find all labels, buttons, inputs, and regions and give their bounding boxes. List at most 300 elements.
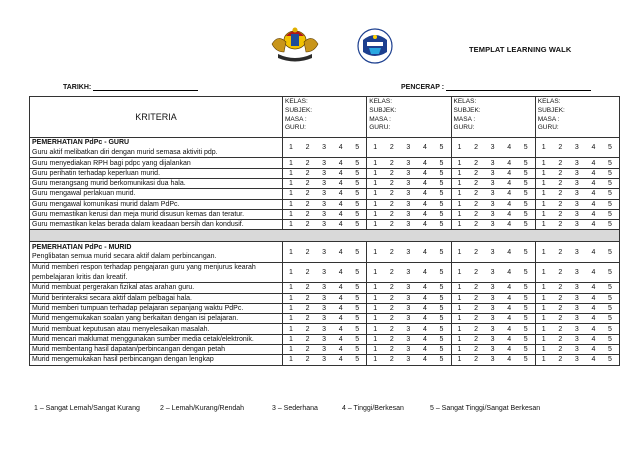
score-option[interactable]: 2	[558, 284, 563, 292]
score-cell[interactable]	[451, 189, 535, 199]
score-option[interactable]: 1	[289, 325, 293, 333]
score-cell[interactable]	[451, 345, 535, 355]
score-cell[interactable]	[535, 345, 619, 355]
score-option[interactable]: 1	[373, 211, 378, 219]
score-option[interactable]: 3	[490, 211, 495, 219]
score-option[interactable]: 1	[289, 221, 293, 229]
score-option[interactable]: 1	[457, 284, 462, 292]
score-option[interactable]: 1	[289, 294, 293, 302]
score-option[interactable]: 4	[507, 335, 512, 343]
score-cell[interactable]	[283, 345, 367, 355]
score-option[interactable]: 5	[608, 304, 612, 312]
score-option[interactable]: 1	[457, 346, 462, 354]
score-option[interactable]: 4	[422, 221, 427, 229]
score-option[interactable]: 3	[322, 200, 327, 208]
score-option[interactable]: 3	[406, 159, 411, 167]
score-option[interactable]: 5	[439, 325, 444, 333]
score-option[interactable]: 2	[558, 190, 563, 198]
score-option[interactable]: 5	[439, 346, 444, 354]
score-option[interactable]: 3	[322, 335, 327, 343]
score-option[interactable]: 1	[541, 159, 546, 167]
score-option[interactable]: 1	[457, 169, 462, 177]
score-option[interactable]: 1	[373, 269, 378, 277]
score-option[interactable]: 5	[439, 190, 444, 198]
score-option[interactable]: 1	[541, 346, 546, 354]
score-option[interactable]: 5	[439, 356, 444, 364]
score-option[interactable]: 2	[305, 269, 310, 277]
score-option[interactable]: 1	[541, 294, 546, 302]
score-option[interactable]: 3	[574, 315, 579, 323]
score-cell[interactable]	[367, 262, 451, 282]
score-option[interactable]: 4	[507, 180, 512, 188]
score-option[interactable]: 5	[523, 180, 528, 188]
score-option[interactable]: 1	[541, 221, 546, 229]
score-option[interactable]: 5	[355, 346, 360, 354]
score-cell[interactable]	[367, 314, 451, 324]
score-cell[interactable]	[283, 220, 367, 230]
score-cell[interactable]	[283, 209, 367, 219]
score-option[interactable]: 1	[289, 304, 293, 312]
score-option[interactable]: 4	[422, 294, 427, 302]
score-option[interactable]: 3	[406, 144, 411, 152]
score-option[interactable]: 5	[439, 180, 444, 188]
score-option[interactable]: 3	[322, 144, 327, 152]
score-option[interactable]: 2	[474, 325, 479, 333]
score-option[interactable]: 1	[289, 356, 293, 364]
score-option[interactable]: 1	[289, 315, 293, 323]
score-cell[interactable]	[535, 355, 619, 365]
score-option[interactable]: 5	[523, 248, 528, 256]
score-cell[interactable]	[535, 220, 619, 230]
score-option[interactable]: 4	[422, 304, 427, 312]
score-option[interactable]: 5	[355, 200, 360, 208]
score-option[interactable]: 4	[507, 284, 512, 292]
score-option[interactable]: 4	[591, 248, 596, 256]
score-option[interactable]: 4	[422, 211, 427, 219]
score-option[interactable]: 3	[490, 200, 495, 208]
score-cell[interactable]	[367, 138, 451, 158]
score-option[interactable]: 5	[608, 294, 612, 302]
score-cell[interactable]	[535, 262, 619, 282]
score-cell[interactable]	[367, 303, 451, 313]
score-option[interactable]: 5	[608, 315, 612, 323]
score-option[interactable]: 1	[457, 190, 462, 198]
score-option[interactable]: 2	[305, 190, 310, 198]
score-option[interactable]: 2	[474, 294, 479, 302]
score-option[interactable]: 5	[608, 335, 612, 343]
score-option[interactable]: 3	[322, 346, 327, 354]
date-blank-line[interactable]	[93, 82, 198, 91]
score-option[interactable]: 5	[608, 356, 612, 364]
score-option[interactable]: 2	[558, 180, 563, 188]
score-option[interactable]: 3	[490, 284, 495, 292]
score-option[interactable]: 1	[457, 325, 462, 333]
score-option[interactable]: 5	[608, 211, 612, 219]
score-option[interactable]: 4	[338, 304, 343, 312]
score-option[interactable]: 4	[338, 190, 343, 198]
score-cell[interactable]	[367, 209, 451, 219]
score-option[interactable]: 5	[439, 315, 444, 323]
score-option[interactable]: 3	[406, 304, 411, 312]
score-option[interactable]: 1	[289, 284, 293, 292]
score-option[interactable]: 2	[558, 294, 563, 302]
score-option[interactable]: 3	[490, 325, 495, 333]
score-option[interactable]: 2	[474, 169, 479, 177]
score-option[interactable]: 4	[338, 325, 343, 333]
score-option[interactable]: 4	[507, 294, 512, 302]
score-cell[interactable]	[367, 178, 451, 188]
score-option[interactable]: 2	[474, 200, 479, 208]
score-option[interactable]: 2	[389, 315, 394, 323]
score-option[interactable]: 3	[406, 169, 411, 177]
score-option[interactable]: 1	[541, 211, 546, 219]
score-option[interactable]: 3	[322, 169, 327, 177]
score-option[interactable]: 1	[457, 211, 462, 219]
score-option[interactable]: 1	[373, 335, 378, 343]
score-option[interactable]: 4	[507, 190, 512, 198]
score-option[interactable]: 3	[322, 221, 327, 229]
score-option[interactable]: 2	[305, 335, 310, 343]
score-option[interactable]: 4	[507, 144, 512, 152]
score-cell[interactable]	[451, 138, 535, 158]
score-option[interactable]: 1	[289, 144, 293, 152]
score-option[interactable]: 4	[507, 221, 512, 229]
score-option[interactable]: 5	[523, 346, 528, 354]
score-option[interactable]: 4	[591, 221, 596, 229]
score-option[interactable]: 3	[322, 315, 327, 323]
score-option[interactable]: 3	[574, 269, 579, 277]
score-option[interactable]: 4	[422, 200, 427, 208]
score-option[interactable]: 1	[289, 346, 293, 354]
observation-meta-cell[interactable]	[367, 97, 451, 138]
score-option[interactable]: 1	[289, 248, 293, 256]
score-cell[interactable]	[451, 262, 535, 282]
score-option[interactable]: 1	[457, 159, 462, 167]
score-option[interactable]: 2	[389, 159, 394, 167]
score-cell[interactable]	[283, 303, 367, 313]
score-option[interactable]: 5	[439, 248, 444, 256]
score-cell[interactable]	[283, 262, 367, 282]
score-cell[interactable]	[367, 283, 451, 293]
score-option[interactable]: 5	[355, 269, 360, 277]
score-option[interactable]: 5	[439, 211, 444, 219]
score-option[interactable]: 3	[490, 269, 495, 277]
score-cell[interactable]	[451, 324, 535, 334]
score-option[interactable]: 5	[355, 356, 360, 364]
score-option[interactable]: 1	[373, 294, 378, 302]
score-option[interactable]: 1	[457, 294, 462, 302]
score-option[interactable]: 2	[389, 211, 394, 219]
score-option[interactable]: 4	[591, 294, 596, 302]
score-option[interactable]: 1	[541, 169, 546, 177]
score-cell[interactable]	[451, 293, 535, 303]
score-option[interactable]: 2	[389, 144, 394, 152]
score-option[interactable]: 4	[422, 169, 427, 177]
score-option[interactable]: 3	[574, 200, 579, 208]
score-option[interactable]: 2	[558, 304, 563, 312]
score-option[interactable]: 4	[591, 335, 596, 343]
score-option[interactable]: 1	[457, 200, 462, 208]
score-option[interactable]: 4	[591, 180, 596, 188]
score-cell[interactable]	[367, 324, 451, 334]
score-cell[interactable]	[283, 355, 367, 365]
score-option[interactable]: 4	[507, 169, 512, 177]
score-option[interactable]: 3	[406, 269, 411, 277]
score-option[interactable]: 3	[406, 325, 411, 333]
score-option[interactable]: 2	[305, 315, 310, 323]
score-cell[interactable]	[451, 314, 535, 324]
score-option[interactable]: 4	[591, 269, 596, 277]
score-option[interactable]: 1	[373, 248, 378, 256]
score-option[interactable]: 3	[574, 294, 579, 302]
score-option[interactable]: 2	[558, 200, 563, 208]
score-option[interactable]: 4	[422, 190, 427, 198]
score-option[interactable]: 4	[422, 269, 427, 277]
score-option[interactable]: 1	[541, 269, 546, 277]
score-option[interactable]: 5	[355, 159, 360, 167]
score-option[interactable]: 3	[322, 304, 327, 312]
score-option[interactable]: 1	[541, 190, 546, 198]
score-option[interactable]: 2	[558, 335, 563, 343]
score-option[interactable]: 5	[608, 269, 612, 277]
score-cell[interactable]	[535, 189, 619, 199]
score-option[interactable]: 2	[558, 248, 563, 256]
score-option[interactable]: 2	[558, 325, 563, 333]
score-option[interactable]: 1	[373, 315, 378, 323]
score-cell[interactable]	[535, 138, 619, 158]
score-cell[interactable]	[367, 345, 451, 355]
observation-meta-cell[interactable]	[283, 97, 367, 138]
score-option[interactable]: 3	[574, 248, 579, 256]
score-option[interactable]: 4	[591, 190, 596, 198]
score-option[interactable]: 5	[523, 221, 528, 229]
score-option[interactable]: 5	[523, 315, 528, 323]
score-option[interactable]: 4	[338, 346, 343, 354]
score-option[interactable]: 2	[474, 248, 479, 256]
score-option[interactable]: 4	[338, 356, 343, 364]
score-cell[interactable]	[367, 242, 451, 262]
score-option[interactable]: 5	[355, 315, 360, 323]
score-option[interactable]: 1	[373, 159, 378, 167]
score-option[interactable]: 1	[457, 248, 462, 256]
score-option[interactable]: 2	[474, 269, 479, 277]
score-option[interactable]: 3	[322, 190, 327, 198]
score-option[interactable]: 3	[406, 190, 411, 198]
score-cell[interactable]	[535, 199, 619, 209]
score-option[interactable]: 4	[338, 248, 343, 256]
score-cell[interactable]	[535, 283, 619, 293]
score-option[interactable]: 2	[305, 294, 310, 302]
score-option[interactable]: 4	[422, 284, 427, 292]
score-option[interactable]: 2	[389, 180, 394, 188]
score-option[interactable]: 4	[338, 269, 343, 277]
score-cell[interactable]	[535, 209, 619, 219]
score-option[interactable]: 1	[541, 315, 546, 323]
score-option[interactable]: 3	[406, 211, 411, 219]
score-option[interactable]: 4	[338, 335, 343, 343]
score-option[interactable]: 1	[289, 269, 293, 277]
score-option[interactable]: 4	[422, 325, 427, 333]
score-cell[interactable]	[283, 242, 367, 262]
score-cell[interactable]	[451, 303, 535, 313]
score-option[interactable]: 3	[322, 211, 327, 219]
score-option[interactable]: 3	[574, 304, 579, 312]
score-option[interactable]: 1	[457, 356, 462, 364]
score-option[interactable]: 3	[574, 144, 579, 152]
score-option[interactable]: 5	[608, 200, 612, 208]
score-option[interactable]: 3	[322, 294, 327, 302]
score-option[interactable]: 5	[608, 284, 612, 292]
score-cell[interactable]	[451, 334, 535, 344]
score-option[interactable]: 1	[373, 200, 378, 208]
score-option[interactable]: 5	[355, 335, 360, 343]
score-option[interactable]: 4	[422, 315, 427, 323]
score-option[interactable]: 1	[373, 169, 378, 177]
score-option[interactable]: 5	[439, 169, 444, 177]
score-option[interactable]: 2	[474, 221, 479, 229]
score-option[interactable]: 5	[439, 269, 444, 277]
score-option[interactable]: 1	[541, 284, 546, 292]
score-option[interactable]: 3	[406, 180, 411, 188]
score-option[interactable]: 3	[406, 315, 411, 323]
score-option[interactable]: 3	[322, 284, 327, 292]
score-option[interactable]: 2	[305, 284, 310, 292]
score-option[interactable]: 2	[305, 304, 310, 312]
score-option[interactable]: 5	[523, 269, 528, 277]
score-option[interactable]: 2	[558, 144, 563, 152]
score-option[interactable]: 5	[608, 325, 612, 333]
score-option[interactable]: 3	[406, 221, 411, 229]
score-option[interactable]: 4	[338, 211, 343, 219]
score-cell[interactable]	[535, 303, 619, 313]
score-option[interactable]: 4	[422, 248, 427, 256]
score-option[interactable]: 3	[574, 211, 579, 219]
score-option[interactable]: 3	[490, 248, 495, 256]
score-option[interactable]: 1	[289, 159, 293, 167]
score-option[interactable]: 4	[591, 346, 596, 354]
score-option[interactable]: 1	[373, 190, 378, 198]
score-option[interactable]: 5	[355, 190, 360, 198]
score-cell[interactable]	[367, 199, 451, 209]
score-option[interactable]: 5	[608, 180, 612, 188]
score-option[interactable]: 4	[338, 221, 343, 229]
score-option[interactable]: 1	[541, 180, 546, 188]
score-option[interactable]: 5	[608, 144, 612, 152]
score-option[interactable]: 5	[608, 221, 612, 229]
score-option[interactable]: 3	[574, 325, 579, 333]
score-option[interactable]: 2	[305, 325, 310, 333]
score-option[interactable]: 2	[474, 335, 479, 343]
score-option[interactable]: 2	[389, 269, 394, 277]
score-option[interactable]: 3	[322, 269, 327, 277]
score-option[interactable]: 3	[490, 159, 495, 167]
score-option[interactable]: 3	[406, 346, 411, 354]
score-cell[interactable]	[283, 199, 367, 209]
score-option[interactable]: 2	[389, 248, 394, 256]
score-option[interactable]: 5	[355, 180, 360, 188]
score-cell[interactable]	[535, 242, 619, 262]
score-option[interactable]: 5	[608, 190, 612, 198]
score-cell[interactable]	[283, 324, 367, 334]
score-option[interactable]: 5	[355, 284, 360, 292]
score-option[interactable]: 4	[507, 248, 512, 256]
score-option[interactable]: 4	[338, 284, 343, 292]
score-option[interactable]: 3	[490, 190, 495, 198]
score-option[interactable]: 3	[574, 169, 579, 177]
score-option[interactable]: 1	[289, 200, 293, 208]
score-option[interactable]: 4	[591, 169, 596, 177]
score-cell[interactable]	[451, 199, 535, 209]
score-cell[interactable]	[535, 158, 619, 168]
score-cell[interactable]	[451, 209, 535, 219]
score-option[interactable]: 3	[322, 248, 327, 256]
score-option[interactable]: 4	[591, 356, 596, 364]
score-option[interactable]: 2	[558, 159, 563, 167]
score-option[interactable]: 4	[338, 169, 343, 177]
score-option[interactable]: 4	[422, 346, 427, 354]
score-option[interactable]: 3	[490, 169, 495, 177]
score-option[interactable]: 4	[507, 269, 512, 277]
score-option[interactable]: 5	[523, 335, 528, 343]
score-option[interactable]: 5	[608, 248, 612, 256]
score-option[interactable]: 3	[406, 248, 411, 256]
score-option[interactable]: 3	[574, 180, 579, 188]
observation-meta-cell[interactable]	[535, 97, 619, 138]
score-option[interactable]: 2	[389, 284, 394, 292]
score-option[interactable]: 5	[355, 169, 360, 177]
score-option[interactable]: 1	[289, 211, 293, 219]
score-option[interactable]: 3	[490, 335, 495, 343]
score-option[interactable]: 5	[439, 304, 444, 312]
score-option[interactable]: 2	[389, 346, 394, 354]
score-option[interactable]: 5	[355, 248, 360, 256]
score-option[interactable]: 1	[541, 144, 546, 152]
score-option[interactable]: 2	[474, 356, 479, 364]
score-option[interactable]: 3	[574, 221, 579, 229]
score-option[interactable]: 5	[439, 335, 444, 343]
score-cell[interactable]	[283, 178, 367, 188]
score-option[interactable]: 5	[523, 294, 528, 302]
score-option[interactable]: 2	[305, 211, 310, 219]
score-cell[interactable]	[367, 158, 451, 168]
score-option[interactable]: 3	[490, 144, 495, 152]
score-option[interactable]: 1	[541, 356, 546, 364]
score-option[interactable]: 4	[507, 211, 512, 219]
score-option[interactable]: 1	[541, 248, 546, 256]
score-option[interactable]: 1	[373, 325, 378, 333]
score-option[interactable]: 1	[541, 335, 546, 343]
score-option[interactable]: 5	[523, 304, 528, 312]
score-cell[interactable]	[451, 158, 535, 168]
score-option[interactable]: 1	[457, 144, 462, 152]
score-option[interactable]: 5	[523, 169, 528, 177]
score-option[interactable]: 4	[338, 200, 343, 208]
score-option[interactable]: 2	[474, 190, 479, 198]
score-option[interactable]: 2	[474, 159, 479, 167]
score-cell[interactable]	[451, 242, 535, 262]
score-option[interactable]: 1	[289, 169, 293, 177]
score-cell[interactable]	[367, 355, 451, 365]
score-option[interactable]: 3	[406, 356, 411, 364]
score-option[interactable]: 3	[406, 335, 411, 343]
score-option[interactable]: 2	[558, 169, 563, 177]
score-option[interactable]: 2	[474, 284, 479, 292]
score-cell[interactable]	[535, 293, 619, 303]
score-option[interactable]: 4	[507, 346, 512, 354]
score-option[interactable]: 2	[389, 190, 394, 198]
score-option[interactable]: 3	[406, 294, 411, 302]
score-option[interactable]: 4	[591, 284, 596, 292]
